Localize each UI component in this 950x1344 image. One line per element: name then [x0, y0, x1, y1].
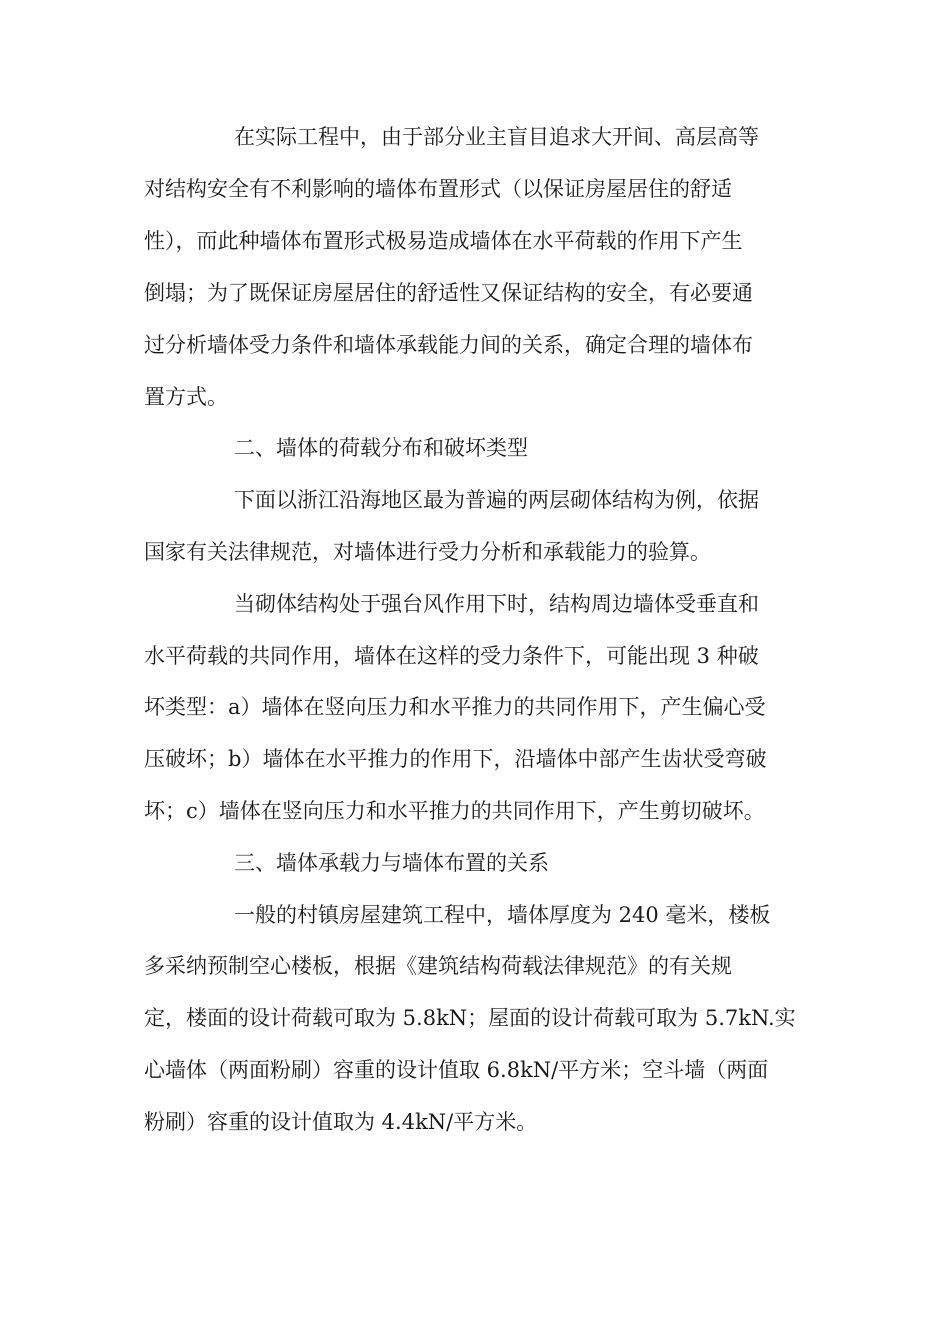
paragraph-3-line-3: 坏类型：a）墙体在竖向压力和水平推力的共同作用下，产生偏心受 — [144, 695, 766, 719]
paragraph-3-line-1: 当砌体结构处于强台风作用下时，结构周边墙体受垂直和 — [234, 592, 759, 616]
paragraph-2-line-1: 下面以浙江沿海地区最为普遍的两层砌体结构为例，依据 — [234, 488, 759, 512]
paragraph-1-line-2: 对结构安全有不利影响的墙体布置形式（以保证房屋居住的舒适 — [144, 177, 732, 201]
paragraph-3-line-5: 坏；c）墙体在竖向压力和水平推力的共同作用下，产生剪切破坏。 — [144, 799, 765, 823]
paragraph-3-line-2: 水平荷载的共同作用，墙体在这样的受力条件下，可能出现 3 种破 — [144, 644, 759, 668]
paragraph-1-line-5: 过分析墙体受力条件和墙体承载能力间的关系，确定合理的墙体布 — [144, 333, 753, 357]
paragraph-3-line-4: 压破坏；b）墙体在水平推力的作用下，沿墙体中部产生齿状受弯破 — [144, 747, 767, 771]
paragraph-4-line-2: 多采纳预制空心楼板，根据《建筑结构荷载法律规范》的有关规 — [144, 954, 732, 978]
paragraph-4-line-3: 定，楼面的设计荷载可取为 5.8kN；屋面的设计荷载可取为 5.7kN.实 — [144, 1006, 796, 1030]
paragraph-1-line-1: 在实际工程中，由于部分业主盲目追求大开间、高层高等 — [234, 125, 759, 149]
paragraph-4-line-4: 心墙体（两面粉刷）容重的设计值取 6.8kN/平方米；空斗墙（两面 — [144, 1058, 769, 1082]
section-heading-3: 三、墙体承载力与墙体布置的关系 — [234, 851, 549, 875]
paragraph-4-line-1: 一般的村镇房屋建筑工程中，墙体厚度为 240 毫米，楼板 — [234, 903, 771, 927]
paragraph-1-line-3: 性），而此种墙体布置形式极易造成墙体在水平荷载的作用下产生 — [144, 229, 743, 253]
paragraph-4-line-5: 粉刷）容重的设计值取为 4.4kN/平方米。 — [144, 1110, 538, 1134]
paragraph-1-line-4: 倒塌；为了既保证房屋居住的舒适性又保证结构的安全，有必要通 — [144, 281, 753, 305]
section-heading-2: 二、墙体的荷载分布和破坏类型 — [234, 436, 528, 460]
paragraph-1-line-6: 置方式。 — [144, 385, 228, 409]
paragraph-2-line-2: 国家有关法律规范，对墙体进行受力分析和承载能力的验算。 — [144, 540, 711, 564]
